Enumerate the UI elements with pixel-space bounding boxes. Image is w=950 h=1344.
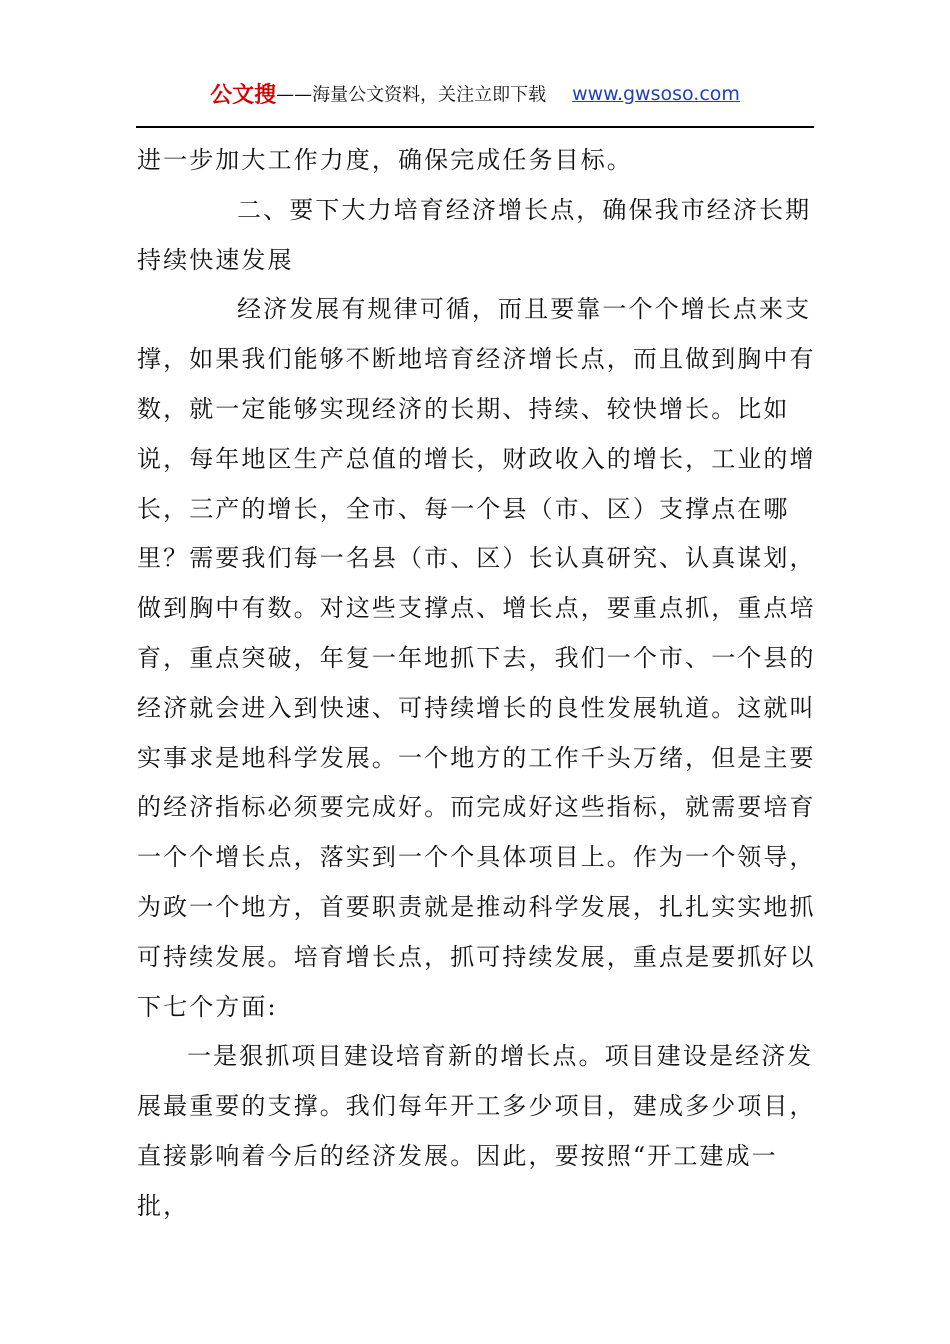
brand-logo-text[interactable]: 公文搜	[210, 83, 277, 108]
paragraph-item-one: 一是狠抓项目建设培育新的增长点。项目建设是经济发展最重要的支撑。我们每年开工多少项目，建成多少项目，直接影响着今后的经济发展。因此，要按照“开工建成一批，	[137, 1042, 816, 1220]
paragraph-continuation: 进一步加大工作力度，确保完成任务目标。	[137, 146, 633, 174]
website-link[interactable]: www.gwsoso.com	[572, 82, 740, 105]
section-heading: 二、要下大力培育经济增长点，确保我市经济长期持续快速发展	[137, 195, 812, 274]
header-tagline: ——海量公文资料，关注立即下载	[276, 84, 547, 106]
paragraph-growth-points: 经济发展有规律可循，而且要靠一个个增长点来支撑，如果我们能够不断地培育经济增长点，而且做到胸中有数，就一定能够实现经济的长期、持续、较快增长。比如说，每年地区生产总值的增长，财政收入的增长，工业的增长，三产的增长，全市、每一个县（市、区）支撑点在哪里？需要我们每一名县（市、区）长认真研究、认真谋划，做到胸中有数。对这些支撑点、增长点，要重点抓，重点培育，重点突破，年复一年地抓下去，我们一个市、一个县的经济就会进入到快速、可持续增长的良性发展轨道。这就叫实事求是地科学发展。一个地方的工作千头万绪，但是主要的经济指标必须要完成好。而完成好这些指标，就需要培育一个个增长点，落实到一个个具体项目上。作为一个领导，为政一个地方，首要职责就是推动科学发展，扎扎实实地抓可持续发展。培育增长点，抓可持续发展，重点是要抓好以下七个方面:	[137, 295, 816, 1021]
header-divider	[136, 126, 814, 128]
document-body	[137, 136, 817, 1232]
page-header	[136, 78, 814, 118]
